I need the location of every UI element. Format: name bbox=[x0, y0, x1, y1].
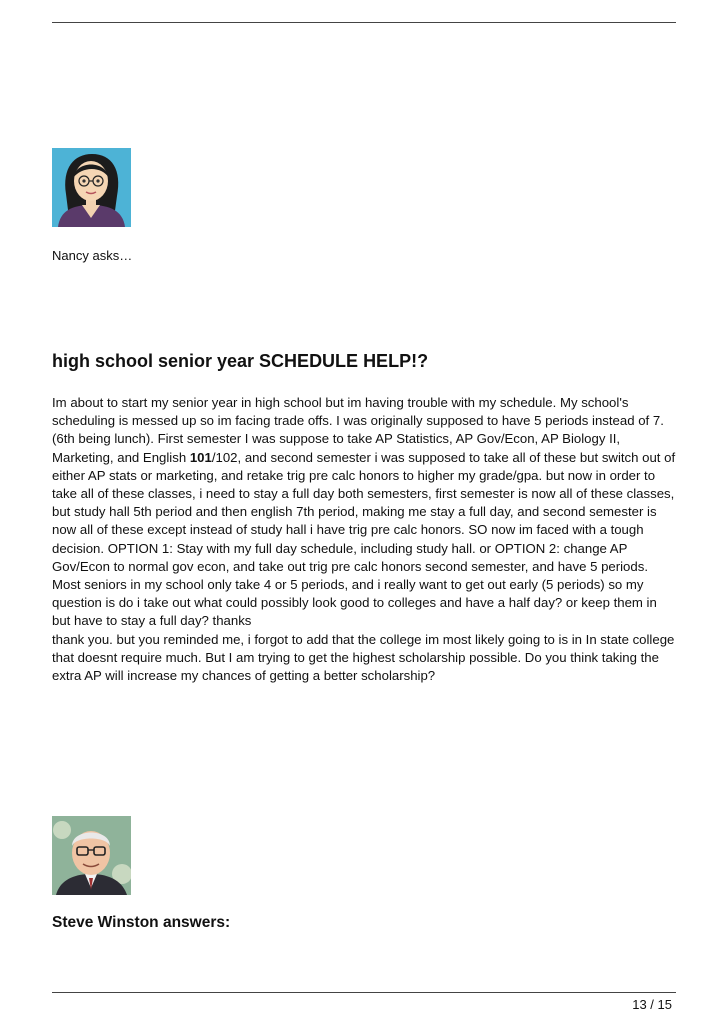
question-paragraph bbox=[52, 394, 678, 631]
answer-heading: Steve Winston answers: bbox=[52, 914, 231, 931]
top-rule bbox=[52, 22, 676, 23]
man-with-glasses-avatar-graphic bbox=[52, 816, 131, 895]
question-followup: thank you. but you reminded me, i forgot to add that the college im most likely going to is in In state college that doesnt require much. But I am trying to get the highest scholarship possible. Do you think taking the extra AP will increase my chances of getting a better scholarship? bbox=[52, 631, 675, 684]
bottom-rule bbox=[52, 992, 676, 993]
cartoon-woman-avatar-graphic bbox=[52, 148, 131, 227]
question-title: high school senior year SCHEDULE HELP!? bbox=[52, 351, 429, 371]
question-text-part1: Im about to start my senior year in high school but im having trouble with my schedule. My school's scheduling is messed up so im facing trade offs. I was originally supposed to have 5 periods instead of 7. (6th being lunch). First semester I was suppose to take AP Statistics, AP Gov/Econ, AP Biology II, Marketing, and English bbox=[52, 395, 664, 465]
asker-label: Nancy asks… bbox=[52, 248, 133, 263]
man-with-glasses-avatar-icon bbox=[52, 816, 131, 895]
cartoon-woman-avatar-icon bbox=[52, 148, 131, 227]
question-body bbox=[52, 394, 678, 685]
question-text-bold: 101 bbox=[189, 449, 212, 465]
page-number: 13 / 15 bbox=[632, 997, 672, 1012]
question-text-part2: /102, and second semester i was supposed to take all of these but switch out of either AP stats or marketing, and retake trig pre calc honors to higher my grade/gpa. but now in order to take all of these classes, i need to stay a full day both semesters, first semester is now all of these classes, but study hall 5th period and then english 7th period, making me stay a full day, and second semester is now all of these except instead of study hall i have trig pre calc honors. SO now im faced with a tough decision. OPTION 1: Stay with my full day schedule, including study hall. or OPTION 2: change AP Gov/Econ to normal gov econ, and take out trig pre calc honors second semester, and have 5 periods. Most seniors in my school only take 4 or 5 periods, and i really want to get out early (5 periods) so my question is do i take out what could possibly look good to colleges and have a half day? or keep them in but have to stay a full day? thanks bbox=[52, 449, 676, 629]
